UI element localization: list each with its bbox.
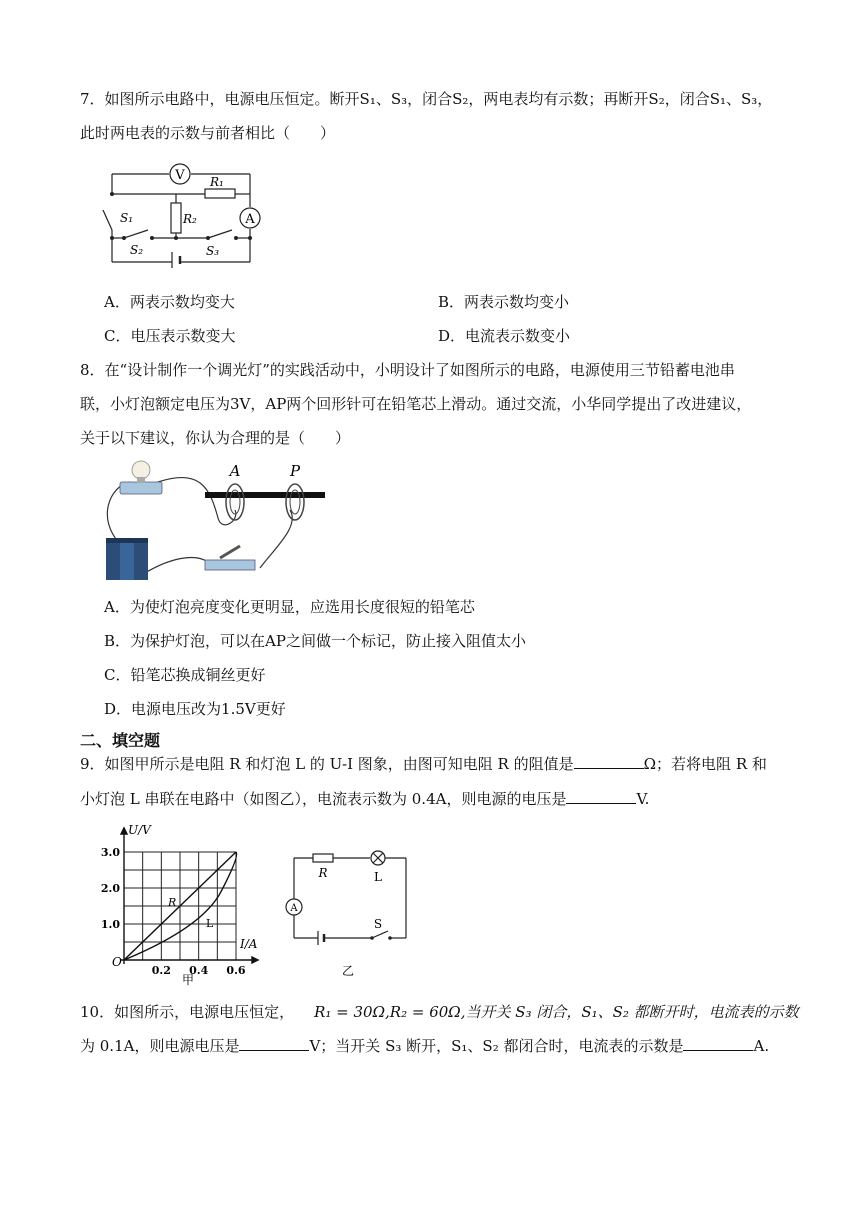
s3-label: S₃ — [206, 244, 220, 258]
y-tick-label: 3.0 — [100, 846, 120, 859]
q10-stem-line1 — [80, 1001, 799, 1023]
y-axis-label: U/V — [128, 823, 151, 837]
x-tick-label: 0.2 — [151, 964, 171, 977]
x-tick-label: 0.4 — [189, 964, 209, 977]
q9-line1-text: 9．如图甲所示是电阻 R 和灯泡 L 的 U-I 图象，由图可知电阻 R 的阻值是 — [80, 755, 574, 773]
q10-line2-text: 为 0.1A，则电源电压是 — [80, 1037, 240, 1055]
lamp-base — [120, 482, 162, 494]
q8-option-b: B．为保护灯泡，可以在AP之间做一个标记，防止接入阻值太小 — [104, 632, 526, 650]
q9-line1-tail: Ω；若将电阻 R 和 — [643, 755, 767, 773]
curve-l-label: L — [206, 917, 214, 930]
q7-option-d: D．电流表示数变小 — [438, 327, 571, 345]
clip-p — [286, 484, 304, 520]
q10-blank-2[interactable] — [683, 1036, 753, 1051]
q8-stem-line3: 关于以下建议，你认为合理的是（ ） — [80, 429, 351, 447]
q7-option-b: B．两表示数均变小 — [438, 293, 570, 311]
circuit-r-label: R — [318, 866, 328, 880]
q8-option-a: A．为使灯泡亮度变化更明显，应选用长度很短的铅笔芯 — [104, 598, 475, 616]
q9-blank-2[interactable] — [566, 789, 636, 804]
circuit-caption: 乙 — [341, 964, 355, 978]
q9-stem-line1 — [80, 753, 767, 775]
q8-stem-line2: 联，小灯泡额定电压为3V，AP两个回形针可在铅笔芯上滑动。通过交流，小华同学提出了改进建议， — [80, 395, 752, 413]
battery-pack-icon — [106, 538, 148, 580]
clip-a — [226, 484, 244, 520]
x-axis-label: I/A — [240, 937, 258, 951]
x-axis-arrow — [252, 957, 258, 963]
y-axis-arrow — [121, 828, 127, 834]
r2-label: R₂ — [183, 212, 197, 226]
origin-label: O — [112, 955, 122, 969]
q9-ui-graph — [100, 822, 270, 992]
x-tick-label: 0.6 — [226, 964, 246, 977]
light-bulb-icon — [132, 461, 150, 479]
switch-icon — [205, 546, 255, 570]
q9-blank-1[interactable] — [574, 754, 644, 769]
q9-circuit-figure — [280, 845, 415, 980]
s2-label: S₂ — [130, 243, 144, 257]
q7-option-c: C．电压表示数变大 — [104, 327, 236, 345]
q8-dimmer-figure — [100, 458, 335, 583]
circuit-ammeter-label: A — [290, 903, 298, 914]
y-tick-label: 2.0 — [100, 882, 120, 895]
q8-option-d: D．电源电压改为1.5V更好 — [104, 700, 286, 718]
q9-line2-tail: V. — [636, 790, 650, 808]
q10-stem-line2 — [80, 1035, 769, 1057]
curve-r-label: R — [168, 896, 177, 909]
q9-line2-text: 小灯泡 L 串联在电路中（如图乙），电流表示数为 0.4A，则电源的电压是 — [80, 790, 567, 808]
q9-stem-line2 — [80, 788, 649, 810]
s1-label: S₁ — [120, 211, 134, 225]
q10-formula: R₁ = 30Ω,R₂ = 60Ω,当开关 S₃ 闭合，S₁、S₂ 都断开时，电流表的示数 — [314, 1003, 799, 1021]
q10-line2-tail: A. — [753, 1037, 770, 1055]
q8-stem-line1: 8．在“设计制作一个调光灯”的实践活动中，小明设计了如图所示的电路，电源使用三节铅蓄电池串 — [80, 361, 735, 379]
clip-a-label: A — [229, 462, 241, 480]
circuit-l-label: L — [374, 870, 382, 884]
clip-p-label: P — [289, 462, 301, 480]
graph-caption: 甲 — [181, 973, 195, 987]
q10-blank-1[interactable] — [239, 1036, 309, 1051]
q8-option-c: C．铅笔芯换成铜丝更好 — [104, 666, 266, 684]
pencil-lead — [205, 492, 325, 498]
q7-circuit-figure — [100, 156, 270, 268]
voltmeter-label: V — [175, 168, 185, 183]
q10-line1-text: 10．如图所示，电源电压恒定， — [80, 1003, 295, 1021]
y-tick-label: 1.0 — [100, 918, 120, 931]
q7-stem-line2: 此时两电表的示数与前者相比（ ） — [80, 124, 336, 142]
q10-line2-mid: V；当开关 S₃ 断开，S₁、S₂ 都闭合时，电流表的示数是 — [309, 1037, 684, 1055]
circuit-s-label: S — [373, 917, 383, 931]
q7-option-a: A．两表示数均变大 — [104, 293, 235, 311]
q7-stem-line1: 7．如图所示电路中，电源电压恒定。断开S₁、S₃，闭合S₂，两电表均有示数；再断开S₂，闭合S₁、S₃， — [80, 90, 773, 108]
ammeter-label: A — [245, 212, 255, 227]
section-heading: 二、填空题 — [80, 731, 161, 750]
r1-label: R₁ — [210, 175, 224, 189]
